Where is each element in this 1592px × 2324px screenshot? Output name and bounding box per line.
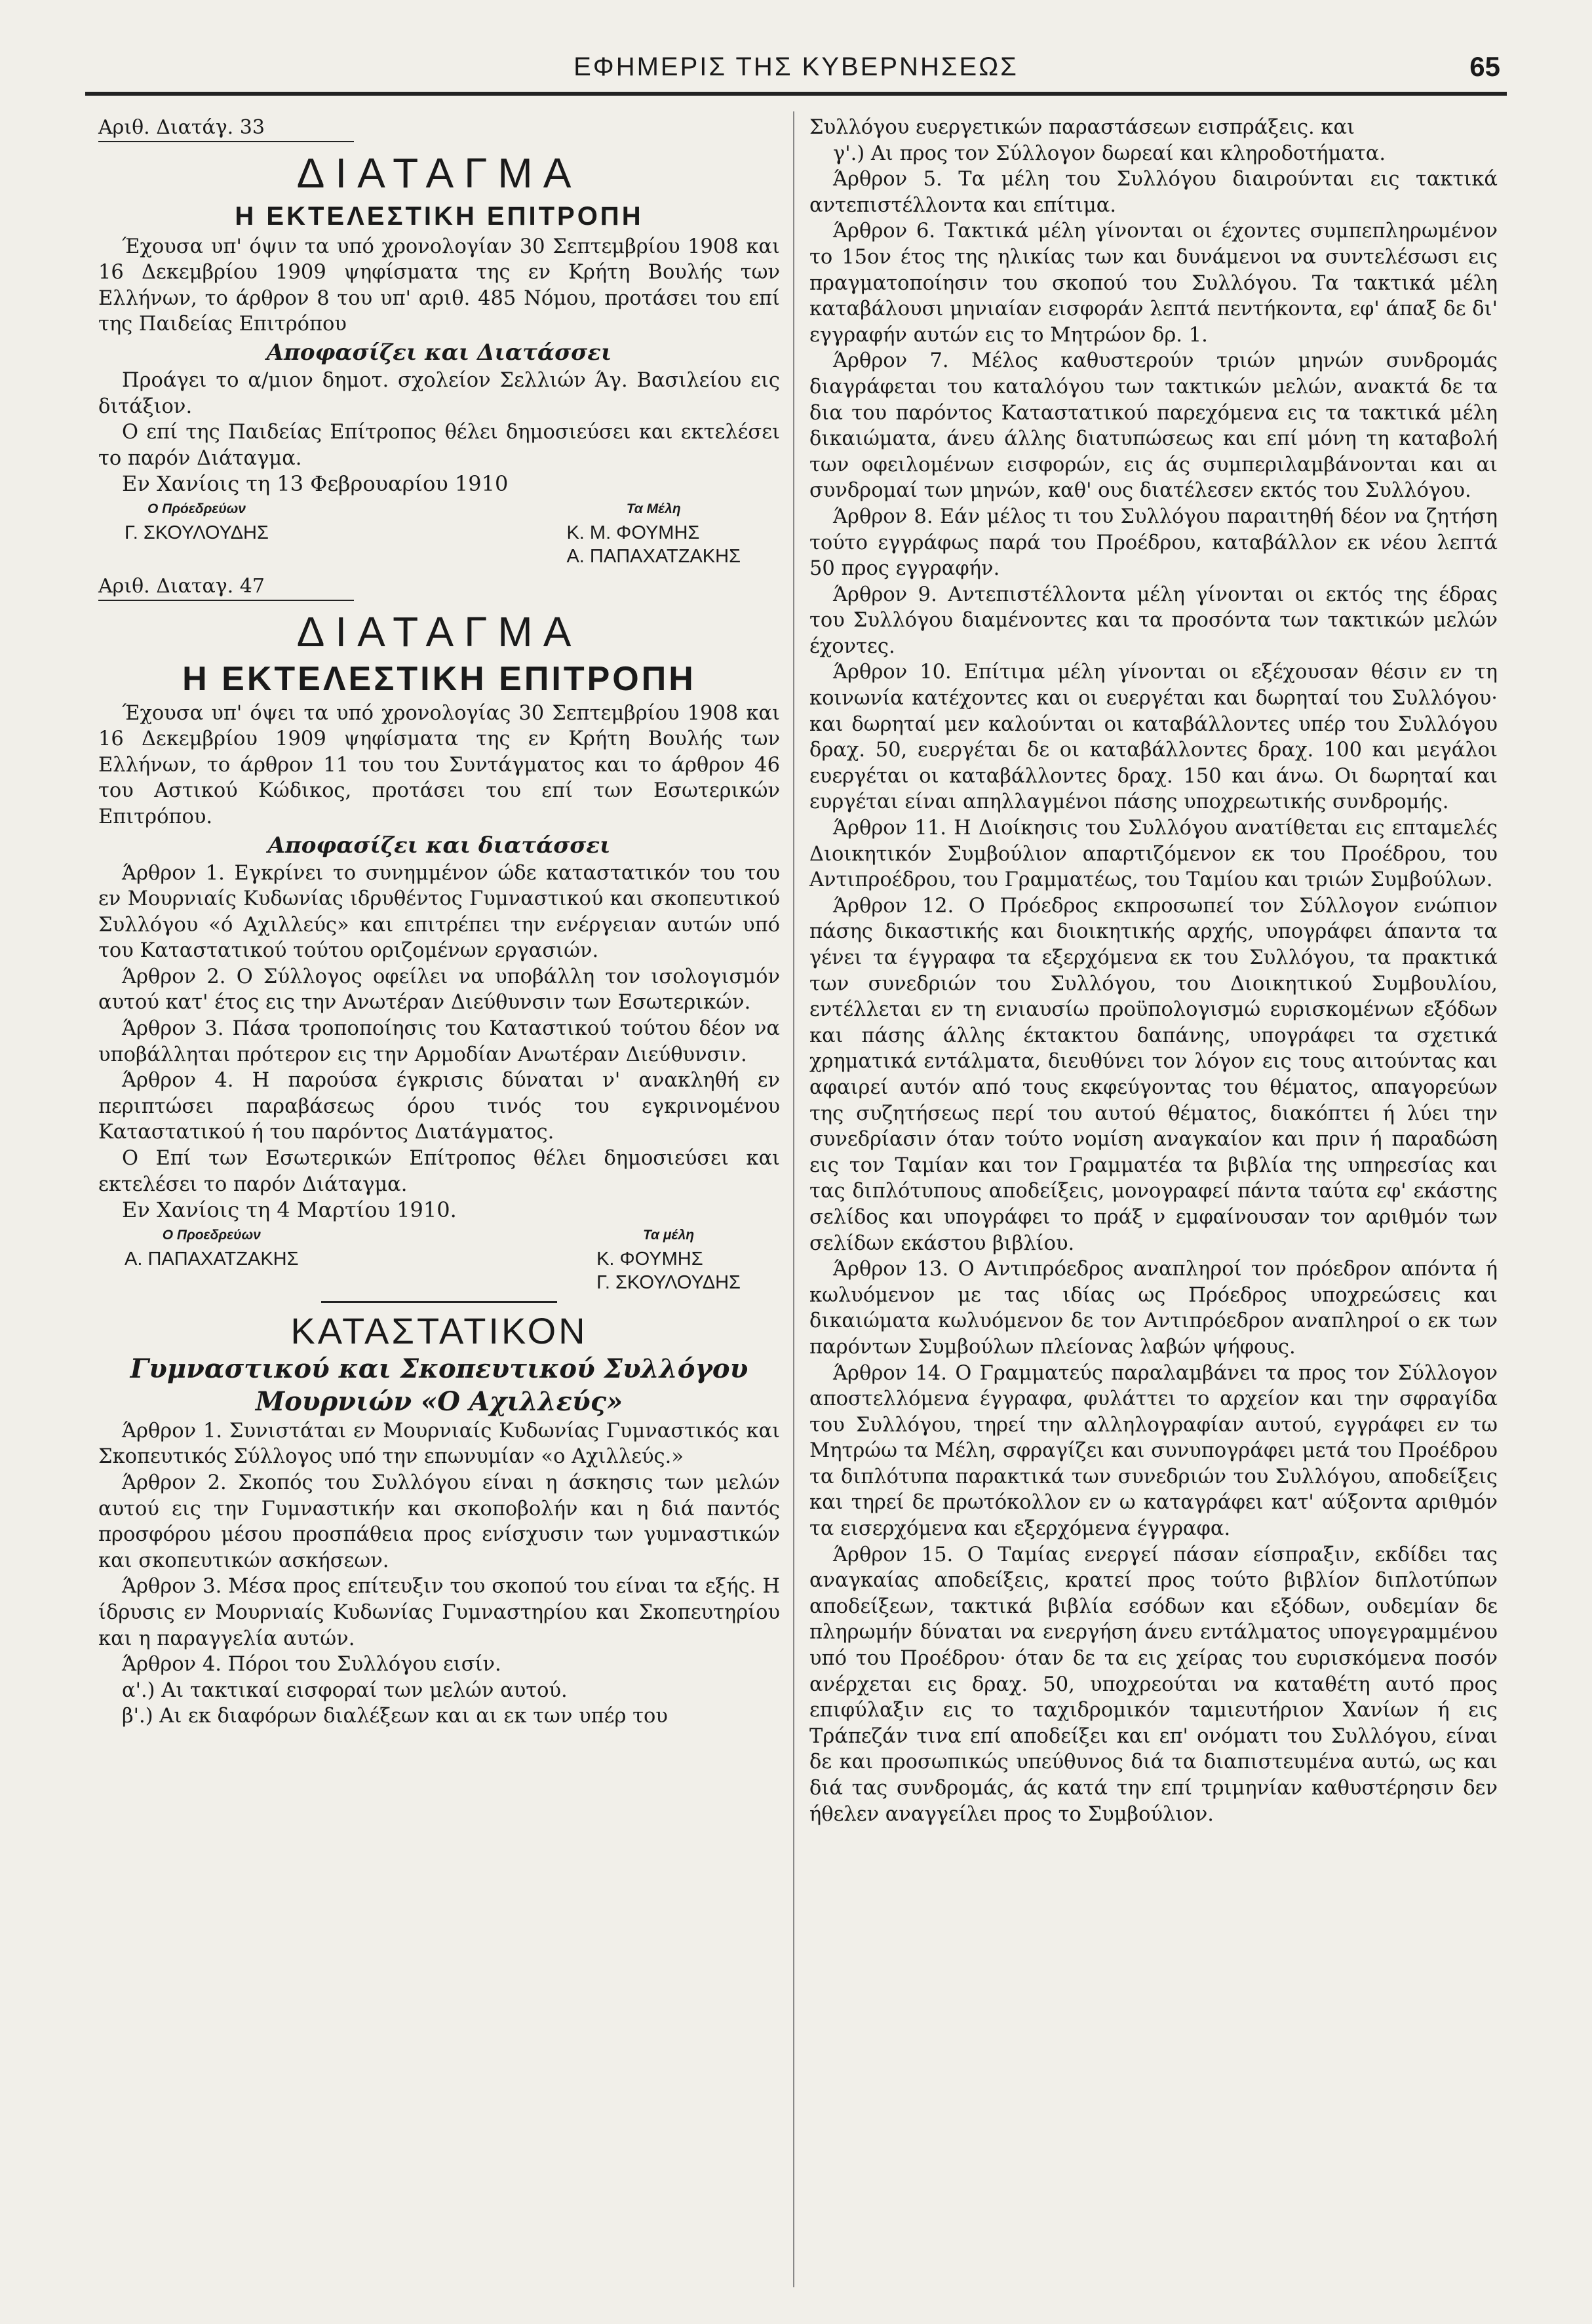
- statute-item: Συλλόγου ευεργετικών παραστάσεων εισπράξεις. και: [809, 116, 1355, 139]
- statute-article: Άρθρον 15. Ο Ταμίας ενεργεί πάσαν είσπραξιν, εκδίδει τας αναγκαίας αποδείξεις, κρατεί προς τούτο βιβλίον διπλοτύπων αποδείξεων, τακτικά βιβλία εσόδων και εξόδων, ουδεμίαν δε πληρωμήν δύναται να ενεργήση άνευ εντάλματος υπογεγραμμένου υπό του Προέδρου· όταν δε τα εις χείρας του ευρισκόμενα ποσόν ανέρχεται εις δραχ. 50, υποχρεούται να καταθέτη αυτό προς επιφύλαξιν εις το ταχιδρομικόν ταμιευτήριον Χανίων ή εις Τράπεζάν τινα επί αποδείξει και επ' ονόματι του Συλλόγου, είναι δε και προσωπικώς υπεύθυνος διά τα διαπιστευμένα αυτώ, ως και διά τας συνδρομάς, άς κατά την επί τριμηνίαν καθυστέρησιν δεν ήθελεν αναγγείλει προς το Συμβούλιον.: [809, 1543, 1498, 1826]
- statute-article: Άρθρον 14. Ο Γραμματεύς παραλαμβάνει τα προς τον Σύλλογον αποστελλόμενα έγγραφα, φυλάττει το αρχείον και την σφραγίδα του Συλλόγου, τηρεί την αλληλογραφίαν αυτού, εγγράφει εν τω Μητρώω τα Μέλη, σφραγίζει και συνυπογράφει μετά του Προέδρου τα διπλότυπα παρακτικά των συνεδριών του Συλλόγου, αποδείξεις και τηρεί δε πρωτόκολλον εν ω καταγράφει κατ' αύξοντα αριθμόν τα εισερχόμενα και εξερχόμενα έγγραφα.: [809, 1361, 1498, 1541]
- signature-label: Ο Προεδρεύων: [162, 1227, 261, 1243]
- statute-article: Άρθρον 9. Αντεπιστέλλοντα μέλη γίνονται οι εκτός της έδρας του Συλλόγου διαμένοντες και τα προσόντα των τακτικών μελών έχοντες.: [809, 583, 1498, 658]
- statute-item: β'.) Αι εκ διαφόρων διαλέξεων και αι εκ των υπέρ του: [122, 1705, 668, 1728]
- signatures: [98, 1224, 780, 1294]
- decree-article: Άρθρον 4. Η παρούσα έγκρισις δύναται ν' ανακληθή εν περιπτώσει παραβάσεως όρου τινός του εγκρινομένου Καταστατικού ή του παρόντος Διατάγματος.: [98, 1069, 780, 1144]
- left-column: [98, 115, 780, 1730]
- decree-date: Εν Χανίοις τη 13 Φεβρουαρίου 1910: [122, 471, 509, 497]
- statute-item: α'.) Αι τακτικαί εισφοραί των μελών αυτού.: [122, 1678, 568, 1702]
- decree-article: Άρθρον 3. Πάσα τροποποίησις του Καταστικού τούτου δέον να υποβάλληται πρότερον εις την Αρμοδίαν Ανωτέραν Διεύθυνσιν.: [98, 1017, 780, 1066]
- statute-subtitle: Γυμναστικού και Σκοπευτικού Συλλόγου: [130, 1353, 748, 1384]
- statute-article: Άρθρον 2. Σκοπός του Συλλόγου είναι η άσκησις των μελών αυτού εις την Γυμναστικήν και σκοποβολήν και η διά παντός προσφόρου μέσου προσπάθεια προς ενίσχυσιν των γυμναστικών και σκοπευτικών ασκήσεων.: [98, 1471, 780, 1572]
- decree-number: Αριθ. Διατάγ. 33: [98, 115, 354, 142]
- signature-label: Ο Πρόεδρεύων: [147, 501, 246, 516]
- signature-name: Κ. ΦΟΥΜΗΣ: [596, 1248, 703, 1269]
- statute-article: Άρθρον 10. Επίτιμα μέλη γίνονται οι εξέχουσαν θέσιν εν τη κοινωνία κατέχοντες και οι ευεργέται και δωρηταί του Συλλόγου· και δωρηταί μεν καλούνται οι καταβάλλοντες υπέρ του Συλλόγου δραχ. 50, ευεργέται δε οι καταβάλλοντες δραχ. 100 και μεγάλοι ευεργέται οι καταβάλλοντες δραχ. 150 και άνω. Οι δωρηταί και ευργέται είναι απηλλαγμένοι πάσης υποχρεωτικής συνδρομής.: [809, 661, 1498, 814]
- decree-paragraph: Ο επί της Παιδείας Επίτροπος θέλει δημοσιεύσει και εκτελέσει το παρόν Διάταγμα.: [98, 421, 780, 470]
- decree-paragraph: Προάγει το α/μιον δημοτ. σχολείον Σελλιών Άγ. Βασιλείου εις διτάξιον.: [98, 368, 780, 418]
- statute-article: Άρθρον 4. Πόροι του Συλλόγου εισίν.: [122, 1653, 501, 1676]
- decree-date: Εν Χανίοις τη 4 Μαρτίου 1910.: [122, 1197, 457, 1223]
- statute-article: Άρθρον 6. Τακτικά μέλη γίνονται οι έχοντες συμπεπληρωμένον το 15ον έτος της ηλικίας των και δυνάμενοι να συντελέσωσι εις πραγματοποίησιν του σκοπού του Συλλόγου. Τα τακτικά μέλη καταβάλουσι μηνιαίαν εισφοράν λεπτά πεντήκοντα, εφ' άπαξ δε δι' εγγραφήν αυτών εις το Μητρώον δρ. 1.: [809, 220, 1498, 347]
- statute-article: Άρθρον 12. Ο Πρόεδρος εκπροσωπεί τον Σύλλογον ενώπιον πάσης δικαστικής και διοικητικής αρχής, υπογράφει άπαντα τα γένει τα έγγραφα τα εξερχόμενα εκ του Συλλόγου, τα πρακτικά των συνεδριών του Συλλόγου, του Διοικητικού Συμβουλίου, εντέλλεται εν τη ενιαυσίω προϋπολογισμώ ευρισκομένων εξόδων και πάσης άλλης έκτακτου δαπάνης, υπογράφει τα σχετικά χρηματικά εντάλματα, διευθύνει τον λόγον εις τους αιτούντας και αφαιρεί αυτόν από τους εκφεύγοντας του θέματος, απαγορεύων της συζητήσεως περί του αυτού θέματος, διακόπτει ή λύει την συνεδρίασιν όταν τούτο νομίση αναγκαίον και πριν ή παραδώση εις τον Ταμίαν και τον Γραμματέα τα βιβλία της υπηρεσίας και τας διπλότυπους αποδείξεις, μονογραφεί πάντα ταύτα εφ' εκάστης σελίδος και υπογράφει το πράξ ν εμφαίνουσαν τον αριθμόν των σελίδων εκάστου βιβλίου.: [809, 894, 1498, 1255]
- statute-article: Άρθρον 11. Η Διοίκησις του Συλλόγου ανατίθεται εις επταμελές Διοικητικόν Συμβούλιον απαρτιζόμενον εκ του Προέδρου, του Αντιπροέδρου, του Γραμματέως, του Ταμίου και τριών Συμβούλων.: [809, 817, 1498, 892]
- masthead: [85, 46, 1507, 96]
- signature-label: Τα Μέλη: [626, 501, 681, 516]
- section-rule: [321, 1301, 557, 1303]
- issuer-heading: Η ΕΚΤΕΛΕΣΤΙΚΗ ΕΠΙΤΡΟΠΗ: [182, 659, 696, 698]
- signature-name: Γ. ΣΚΟΥΛΟΥΔΗΣ: [596, 1271, 741, 1293]
- statute-article: Άρθρον 5. Τα μέλη του Συλλόγου διαιρούνται εις τακτικά αντεπιστέλλοντα και επίτιμα.: [809, 168, 1498, 217]
- signature-name: Α. ΠΑΠΑΧΑΤΖΑΚΗΣ: [566, 545, 741, 567]
- statute-subtitle: Μουρνιών «Ο Αχιλλεύς»: [255, 1385, 623, 1417]
- gazette-title: ΕΦΗΜΕΡΙΣ ΤΗΣ ΚΥΒΕΡΝΗΣΕΩΣ: [573, 52, 1019, 81]
- decree-article: Άρθρον 2. Ο Σύλλογος οφείλει να υποβάλλη τον ισολογισμόν αυτού κατ' έτος εις την Ανωτέραν Διεύθυνσιν των Εσωτερικών.: [98, 965, 780, 1015]
- signatures: [98, 497, 780, 568]
- signature-name: Κ. Μ. ΦΟΥΜΗΣ: [566, 522, 700, 543]
- right-column: [809, 115, 1498, 1827]
- statute-article: Άρθρον 7. Μέλος καθυστερούν τριών μηνών συνδρομάς διαγράφεται του καταλόγου των τακτικών μελών, ανακτά δε τα δια του παρόντος Καταστατικού παρεχόμενα εις τα τακτικά μέλη δικαιώματα, άνευ άλλης διατυπώσεως και επί μόνη τη καταβολή των οφειλομένων εισφορών, εις άς συμπεριλαμβάνονται και αι συνδρομαί των μηνών, καθ' ους διατέλεσεν εκτός του Συλλόγου.: [809, 349, 1498, 503]
- decree-decides: Αποφασίζει και διατάσσει: [267, 832, 611, 859]
- page-number: 65: [1469, 51, 1500, 82]
- statute-article: Άρθρον 1. Συνιστάται εν Μουρνιαίς Κυδωνίας Γυμναστικός και Σκοπευτικός Σύλλογος υπό την επωνυμίαν «ο Αχιλλεύς.»: [98, 1419, 780, 1469]
- statute-item: γ'.) Αι προς τον Σύλλογον δωρεαί και κληροδοτήματα.: [833, 142, 1386, 165]
- decree-decides: Αποφασίζει και Διατάσσει: [266, 339, 612, 366]
- issuer-heading: Η ΕΚΤΕΛΕΣΤΙΚΗ ΕΠΙΤΡΟΠΗ: [235, 201, 644, 231]
- signature-name: Α. ΠΑΠΑΧΑΤΖΑΚΗΣ: [125, 1248, 299, 1269]
- signature-name: Γ. ΣΚΟΥΛΟΥΔΗΣ: [125, 522, 269, 543]
- signature-label: Τα μέλη: [642, 1227, 695, 1243]
- statute-heading: ΚΑΤΑΣΤΑΤΙΚΟΝ: [290, 1309, 588, 1351]
- decree-number: Αριθ. Διαταγ. 47: [98, 573, 354, 601]
- column-divider: [793, 111, 794, 2287]
- statute-article: Άρθρον 3. Μέσα προς επίτευξιν του σκοπού του είναι τα εξής. Η ίδρυσις εν Μουρνιαίς Κυδωνίας Γυμναστηρίου και Σκοπευτηρίου και η παραγγελία αυτών.: [98, 1575, 780, 1650]
- decree-preamble: Έχουσα υπ' όψιν τα υπό χρονολογίαν 30 Σεπτεμβρίου 1908 και 16 Δεκεμβρίου 1909 ψηφίσματα της εν Κρήτη Βουλής των Ελλήνων, το άρθρον 8 του υπ' αριθ. 485 Νόμου, προτάσει του επί της Παιδείας Επιτρόπου: [98, 235, 780, 336]
- decree-paragraph: Ο Επί των Εσωτερικών Επίτροπος θέλει δημοσιεύσει και εκτελέσει το παρόν Διάταγμα.: [98, 1147, 780, 1196]
- statute-article: Άρθρον 8. Εάν μέλος τι του Συλλόγου παραιτηθή δέον να ζητήση τούτο εγγράφως παρά του Προέδρου, καταβάλλον εκ νέου λεπτά 50 προς εγγραφήν.: [809, 505, 1498, 581]
- decree-heading: ΔΙΑΤΑΓΜΑ: [296, 608, 582, 655]
- decree-article: Άρθρον 1. Εγκρίνει το συνημμένον ώδε καταστατικόν του του εν Μουρνιαίς Κυδωνίας ιδρυθέντος Γυμναστικού και σκοπευτικού Συλλόγου «ό Αχιλλεύς» και επιτρέπει την ενέργειαν αυτών υπό του Καταστατικού τούτου οριζομένων εργασιών.: [98, 861, 780, 963]
- decree-preamble: Έχουσα υπ' όψει τα υπό χρονολογίας 30 Σεπτεμβρίου 1908 και 16 Δεκεμβρίου 1909 ψηφίσματα της εν Κρήτη Βουλής των Ελλήνων, το άρθρον 11 του του Συντάγματος και το άρθρον 46 του Αστικού Κώδικος, προτάσει του επί των Εσωτερικών Επιτρόπου.: [98, 701, 780, 828]
- statute-article: Άρθρον 13. Ο Αντιπρόεδρος αναπληροί τον πρόεδρον απόντα ή κωλυόμενον με τας ιδίας ως Πρόεδρος υποχρεώσεις και δικαιώματα κωλυόμενον δε τον Αντιπρόεδρον αναπληροί ο εκ των παρόντων Συμβούλων πλείονας λαβών ψήφους.: [809, 1258, 1498, 1359]
- decree-heading: ΔΙΑΤΑΓΜΑ: [296, 149, 582, 197]
